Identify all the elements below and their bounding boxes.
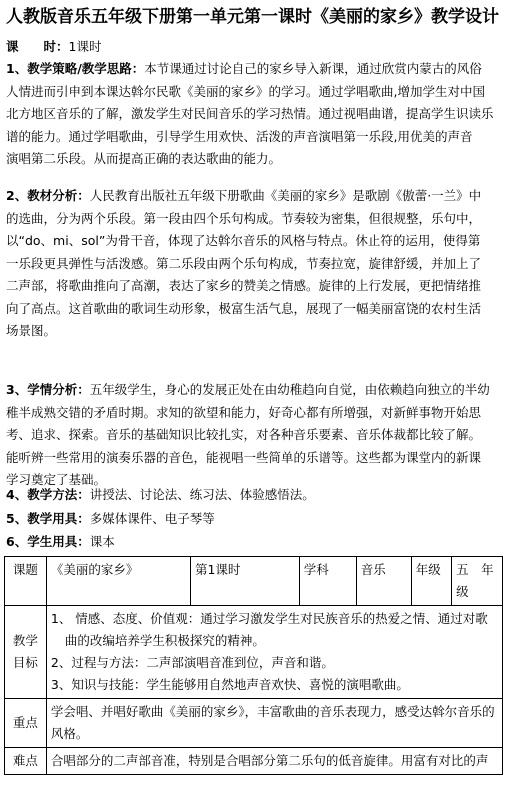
students-line: 稚半成熟交错的矛盾时期。求知的欲望和能力，好奇心都有所增强，对新鲜事物开始思 [6, 404, 482, 420]
material-line: 场景图。 [6, 323, 57, 338]
section-strategy [6, 58, 502, 171]
goal-item: 2、过程与方法：二声部演唱音准到位，声音和谐。 [50, 655, 334, 670]
goals-label: 教学目标 [5, 606, 47, 699]
key-point-text: 学会唱、并唱好歌曲《美丽的家乡》，丰富歌曲的音乐表现力，感受达斡尔音乐的风格。 [46, 699, 502, 748]
section-tools [6, 508, 502, 531]
class-hours-value: 1课时 [68, 39, 102, 54]
lesson-plan-table [4, 556, 503, 775]
goal-item: 1、 情感、态度、价值观：通过学习激发学生对民族音乐的热爱之情、通过对歌曲的改编培养学生积极探究的精神。 [50, 611, 488, 648]
section-methods [6, 484, 502, 507]
students-line: 五年级学生，身心的发展正处在由幼稚趋向自觉，由依赖趋向独立的半幼 [89, 382, 490, 397]
section-student-tools-label: 6、学生用具： [6, 534, 90, 549]
students-line: 能听辨一些常用的演奏乐器的音色，能视唱一些简单的乐谱等。这些都为课堂内的新课 [6, 449, 482, 465]
topic-label: 课题 [5, 557, 47, 606]
students-line: 考、追求、探索。音乐的基础知识比较扎实，对各种音乐要素、音乐体裁都比较了解。 [6, 427, 482, 442]
section-students-label: 3、学情分析： [6, 382, 90, 397]
students-line: 学习奠定了基础。 [6, 472, 107, 487]
section-material-label: 2、教材分析： [6, 188, 90, 203]
table-row [5, 606, 503, 699]
section-tools-text: 多媒体课件、电子琴等 [89, 511, 215, 526]
topic-value: 《美丽的家乡》 [46, 557, 190, 606]
section-tools-label: 5、教学用具： [6, 511, 90, 526]
document-title: 人教版音乐五年级下册第一单元第一课时《美丽的家乡》教学设计 [6, 7, 499, 27]
key-point-label: 重点 [5, 699, 47, 748]
subject-label: 学科 [299, 557, 356, 606]
material-line: 的选曲，分为两个乐段。第一段由四个乐句构成。节奏较为密集，但很规整，乐句中， [6, 210, 482, 226]
grade-label: 年级 [411, 557, 451, 606]
period-value: 第1课时 [190, 557, 299, 606]
section-student-tools-text: 课本 [89, 534, 115, 549]
goal-item: 3、知识与技能：学生能够用自然地声音欢快、喜悦的演唱歌曲。 [50, 677, 409, 692]
material-line: 一乐段更具弹性与活泼感。第二乐段由两个乐句构成，节奏拉宽，旋律舒缓，并加上了 [6, 255, 482, 271]
section-methods-text: 讲授法、讨论法、练习法、体验感悟法。 [89, 487, 315, 502]
table-row [5, 557, 503, 606]
strategy-line: 谱的能力。通过学唱歌曲，引导学生用欢快、活泼的声音演唱第一乐段,用优美的声音 [6, 128, 473, 144]
section-strategy-label: 1、教学策略/教学思路： [6, 61, 145, 76]
difficulty-label: 难点 [5, 748, 47, 775]
material-line: 二声部，将歌曲推向了高潮，表达了家乡的赞美之情感。旋律的上行发展，更把情绪推 [6, 278, 482, 293]
section-students [6, 379, 502, 492]
subject-value: 音乐 [356, 557, 411, 606]
strategy-line: 演唱第二乐段。从而提高正确的表达歌曲的能力。 [6, 151, 282, 166]
material-line: 人民教育出版社五年级下册歌曲《美丽的家乡》是歌剧《傲蕾·一兰》中 [89, 188, 482, 203]
class-hours-label: 课 时： [6, 39, 69, 54]
section-material [6, 185, 502, 343]
class-hours [6, 36, 502, 59]
strategy-line: 本节课通过讨论自己的家乡导入新课，通过欣赏内蒙古的风俗 [144, 61, 482, 76]
material-line: 向了高点。这首歌曲的歌词生动形象，极富生活气息，展现了一幅美丽富饶的农村生活 [6, 300, 482, 316]
goals-content [46, 606, 502, 699]
material-line: 以“do、mi、sol”为骨干音，体现了达斡尔音乐的风格与特点。休止符的运用，使得第 [6, 233, 481, 248]
grade-value: 五 年级 [452, 557, 503, 606]
table-row [5, 699, 503, 748]
section-methods-label: 4、教学方法： [6, 487, 90, 502]
section-student-tools [6, 531, 502, 554]
difficulty-text: 合唱部分的二声部音准，特别是合唱部分第二乐句的低音旋律。用富有对比的声 [46, 748, 502, 775]
strategy-line: 人情进而引申到本课达斡尔民歌《美丽的家乡》的学习。通过学唱歌曲,增加学生对中国 [6, 83, 485, 99]
strategy-line: 北方地区音乐的了解，激发学生对民间音乐的学习热情。通过视唱曲谱，提高学生识读乐 [6, 106, 494, 121]
table-row [5, 748, 503, 775]
